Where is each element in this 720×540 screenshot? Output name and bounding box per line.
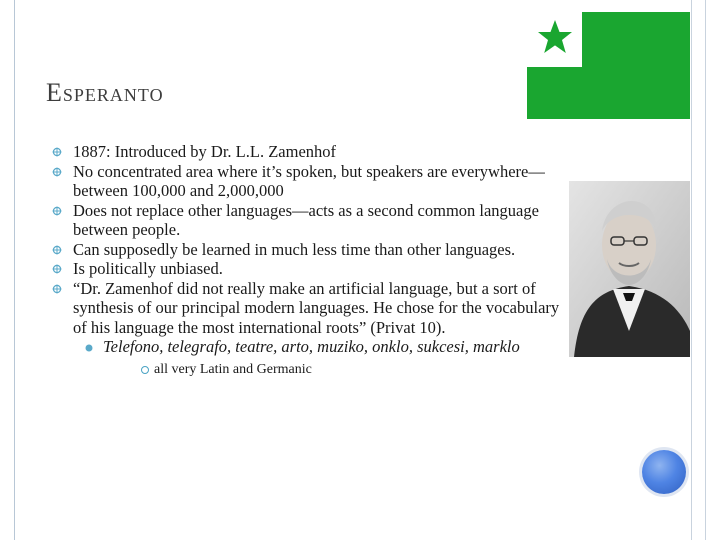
sub-sub-bullet-list bbox=[103, 361, 562, 379]
flag-field bbox=[582, 12, 690, 67]
bullet-item bbox=[52, 142, 562, 162]
bullet-text: Does not replace other languages—acts as a second common language between people. bbox=[73, 200, 539, 239]
sub-bullet-icon bbox=[85, 344, 93, 352]
left-border-line bbox=[14, 0, 15, 540]
bullet-text: No concentrated area where it’s spoken, but speakers are everywhere—between 100,000 and 2,000,000 bbox=[73, 161, 545, 200]
bullet-icon bbox=[52, 167, 62, 177]
bullet-icon bbox=[52, 264, 62, 274]
sub-bullet-list bbox=[73, 337, 562, 379]
bullet-item bbox=[52, 259, 562, 279]
bullet-item bbox=[52, 201, 562, 240]
bullet-item bbox=[52, 240, 562, 260]
bullet-item bbox=[52, 162, 562, 201]
bullet-text: Can supposedly be learned in much less time than other languages. bbox=[73, 239, 516, 259]
bullet-icon bbox=[52, 147, 62, 157]
star-icon bbox=[536, 18, 574, 56]
sub-bullet-item bbox=[73, 337, 562, 379]
bullet-item bbox=[52, 279, 562, 379]
portrait-photo bbox=[569, 181, 690, 357]
slide-title: Esperanto bbox=[46, 78, 164, 107]
esperanto-flag-icon bbox=[527, 12, 690, 119]
bullet-icon bbox=[52, 206, 62, 216]
blue-circle-decoration bbox=[642, 450, 686, 494]
bullet-icon bbox=[52, 245, 62, 255]
right-border-line-outer bbox=[705, 0, 706, 540]
bullet-list bbox=[52, 142, 562, 379]
bullet-text: 1887: Introduced by Dr. L.L. Zamenhof bbox=[73, 142, 337, 161]
bullet-text: “Dr. Zamenhof did not really make an artificial language, but a sort of synthesis of our principal modern languages. He chose for the vocabulary of his language the most international roots” (Privat 10). bbox=[73, 278, 560, 337]
sub-sub-bullet-item bbox=[103, 361, 562, 379]
bullet-icon bbox=[52, 284, 62, 294]
sub-sub-bullet-text: all very Latin and Germanic bbox=[154, 361, 312, 377]
sub-bullet-text: Telefono, telegrafo, teatre, arto, muziko, onklo, sukcesi, marklo bbox=[103, 337, 520, 356]
flag-field-lower bbox=[527, 67, 690, 119]
right-border-line bbox=[691, 0, 692, 540]
sub-sub-bullet-icon bbox=[141, 366, 149, 374]
bullet-text: Is politically unbiased. bbox=[73, 259, 223, 278]
